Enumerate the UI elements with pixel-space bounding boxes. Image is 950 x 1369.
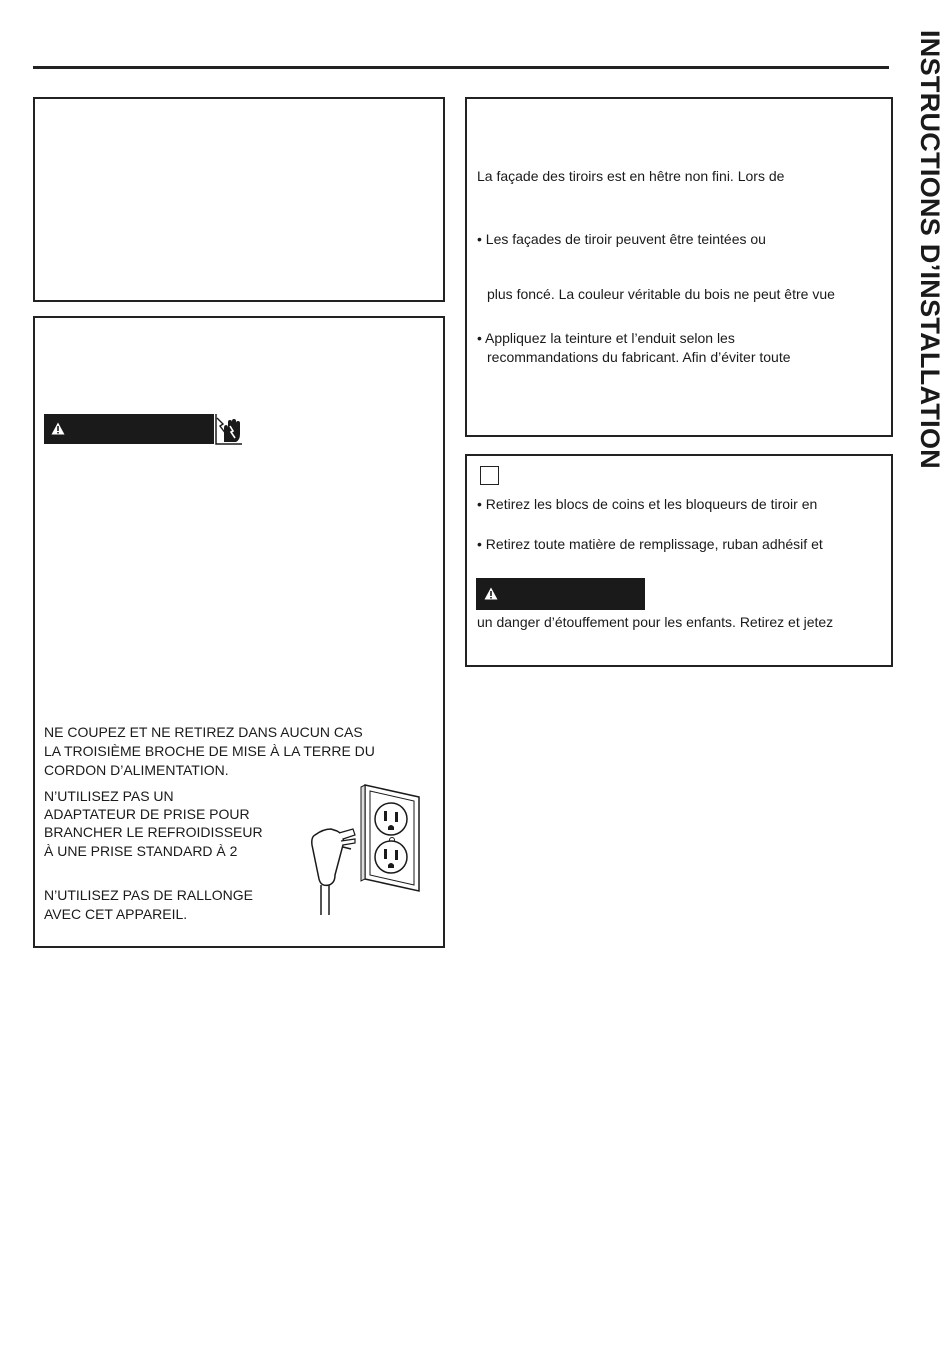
drawer-stain-bullet: • Les façades de tiroir peuvent être teintées ou — [477, 231, 766, 247]
warning-banner — [476, 578, 645, 610]
step-checkbox[interactable] — [480, 466, 499, 485]
remove-blocks-bullet: • Retirez les blocs de coins et les bloqueurs de tiroir en — [477, 496, 818, 512]
right-unpacking-box — [465, 454, 893, 667]
warning-icon — [51, 422, 65, 435]
warning-banner — [44, 414, 214, 444]
ground-prong-warning-line3: CORDON D’ALIMENTATION. — [44, 762, 229, 778]
grounded-outlet-plug-illustration — [303, 783, 425, 917]
remove-filler-bullet: • Retirez toute matière de remplissage, ruban adhésif et — [477, 536, 823, 552]
header-rule — [33, 66, 889, 69]
adapter-warning-line4: À UNE PRISE STANDARD À 2 — [44, 843, 238, 859]
warning-icon — [484, 587, 498, 600]
suffocation-warning-text: un danger d’étouffement pour les enfants. Retirez et jetez — [477, 614, 834, 630]
ground-prong-warning-line2: LA TROISIÈME BROCHE DE MISE À LA TERRE DU — [44, 743, 375, 759]
left-top-box — [33, 97, 445, 302]
apply-stain-bullet-line1: • Appliquez la teinture et l’enduit selon les — [477, 330, 735, 346]
electric-shock-hand-icon — [214, 412, 244, 446]
drawer-stain-bullet-cont: plus foncé. La couleur véritable du bois ne peut être vue — [487, 286, 835, 302]
left-electrical-box — [33, 316, 445, 948]
drawer-finish-intro: La façade des tiroirs est en hêtre non fini. Lors de — [477, 168, 785, 184]
adapter-warning-line2: ADAPTATEUR DE PRISE POUR — [44, 806, 250, 822]
adapter-warning-line1: N’UTILISEZ PAS UN — [44, 788, 174, 804]
extension-warning-line1: N’UTILISEZ PAS DE RALLONGE — [44, 887, 254, 903]
adapter-warning-line3: BRANCHER LE REFROIDISSEUR — [44, 824, 263, 840]
right-drawer-finish-box — [465, 97, 893, 437]
ground-prong-warning-line1: NE COUPEZ ET NE RETIREZ DANS AUCUN CAS — [44, 724, 363, 740]
side-section-title: INSTRUCTIONS D’INSTALLATION — [915, 30, 945, 470]
extension-warning-line2: AVEC CET APPAREIL. — [44, 906, 188, 922]
apply-stain-bullet-line2: recommandations du fabricant. Afin d’éviter toute — [487, 349, 791, 365]
